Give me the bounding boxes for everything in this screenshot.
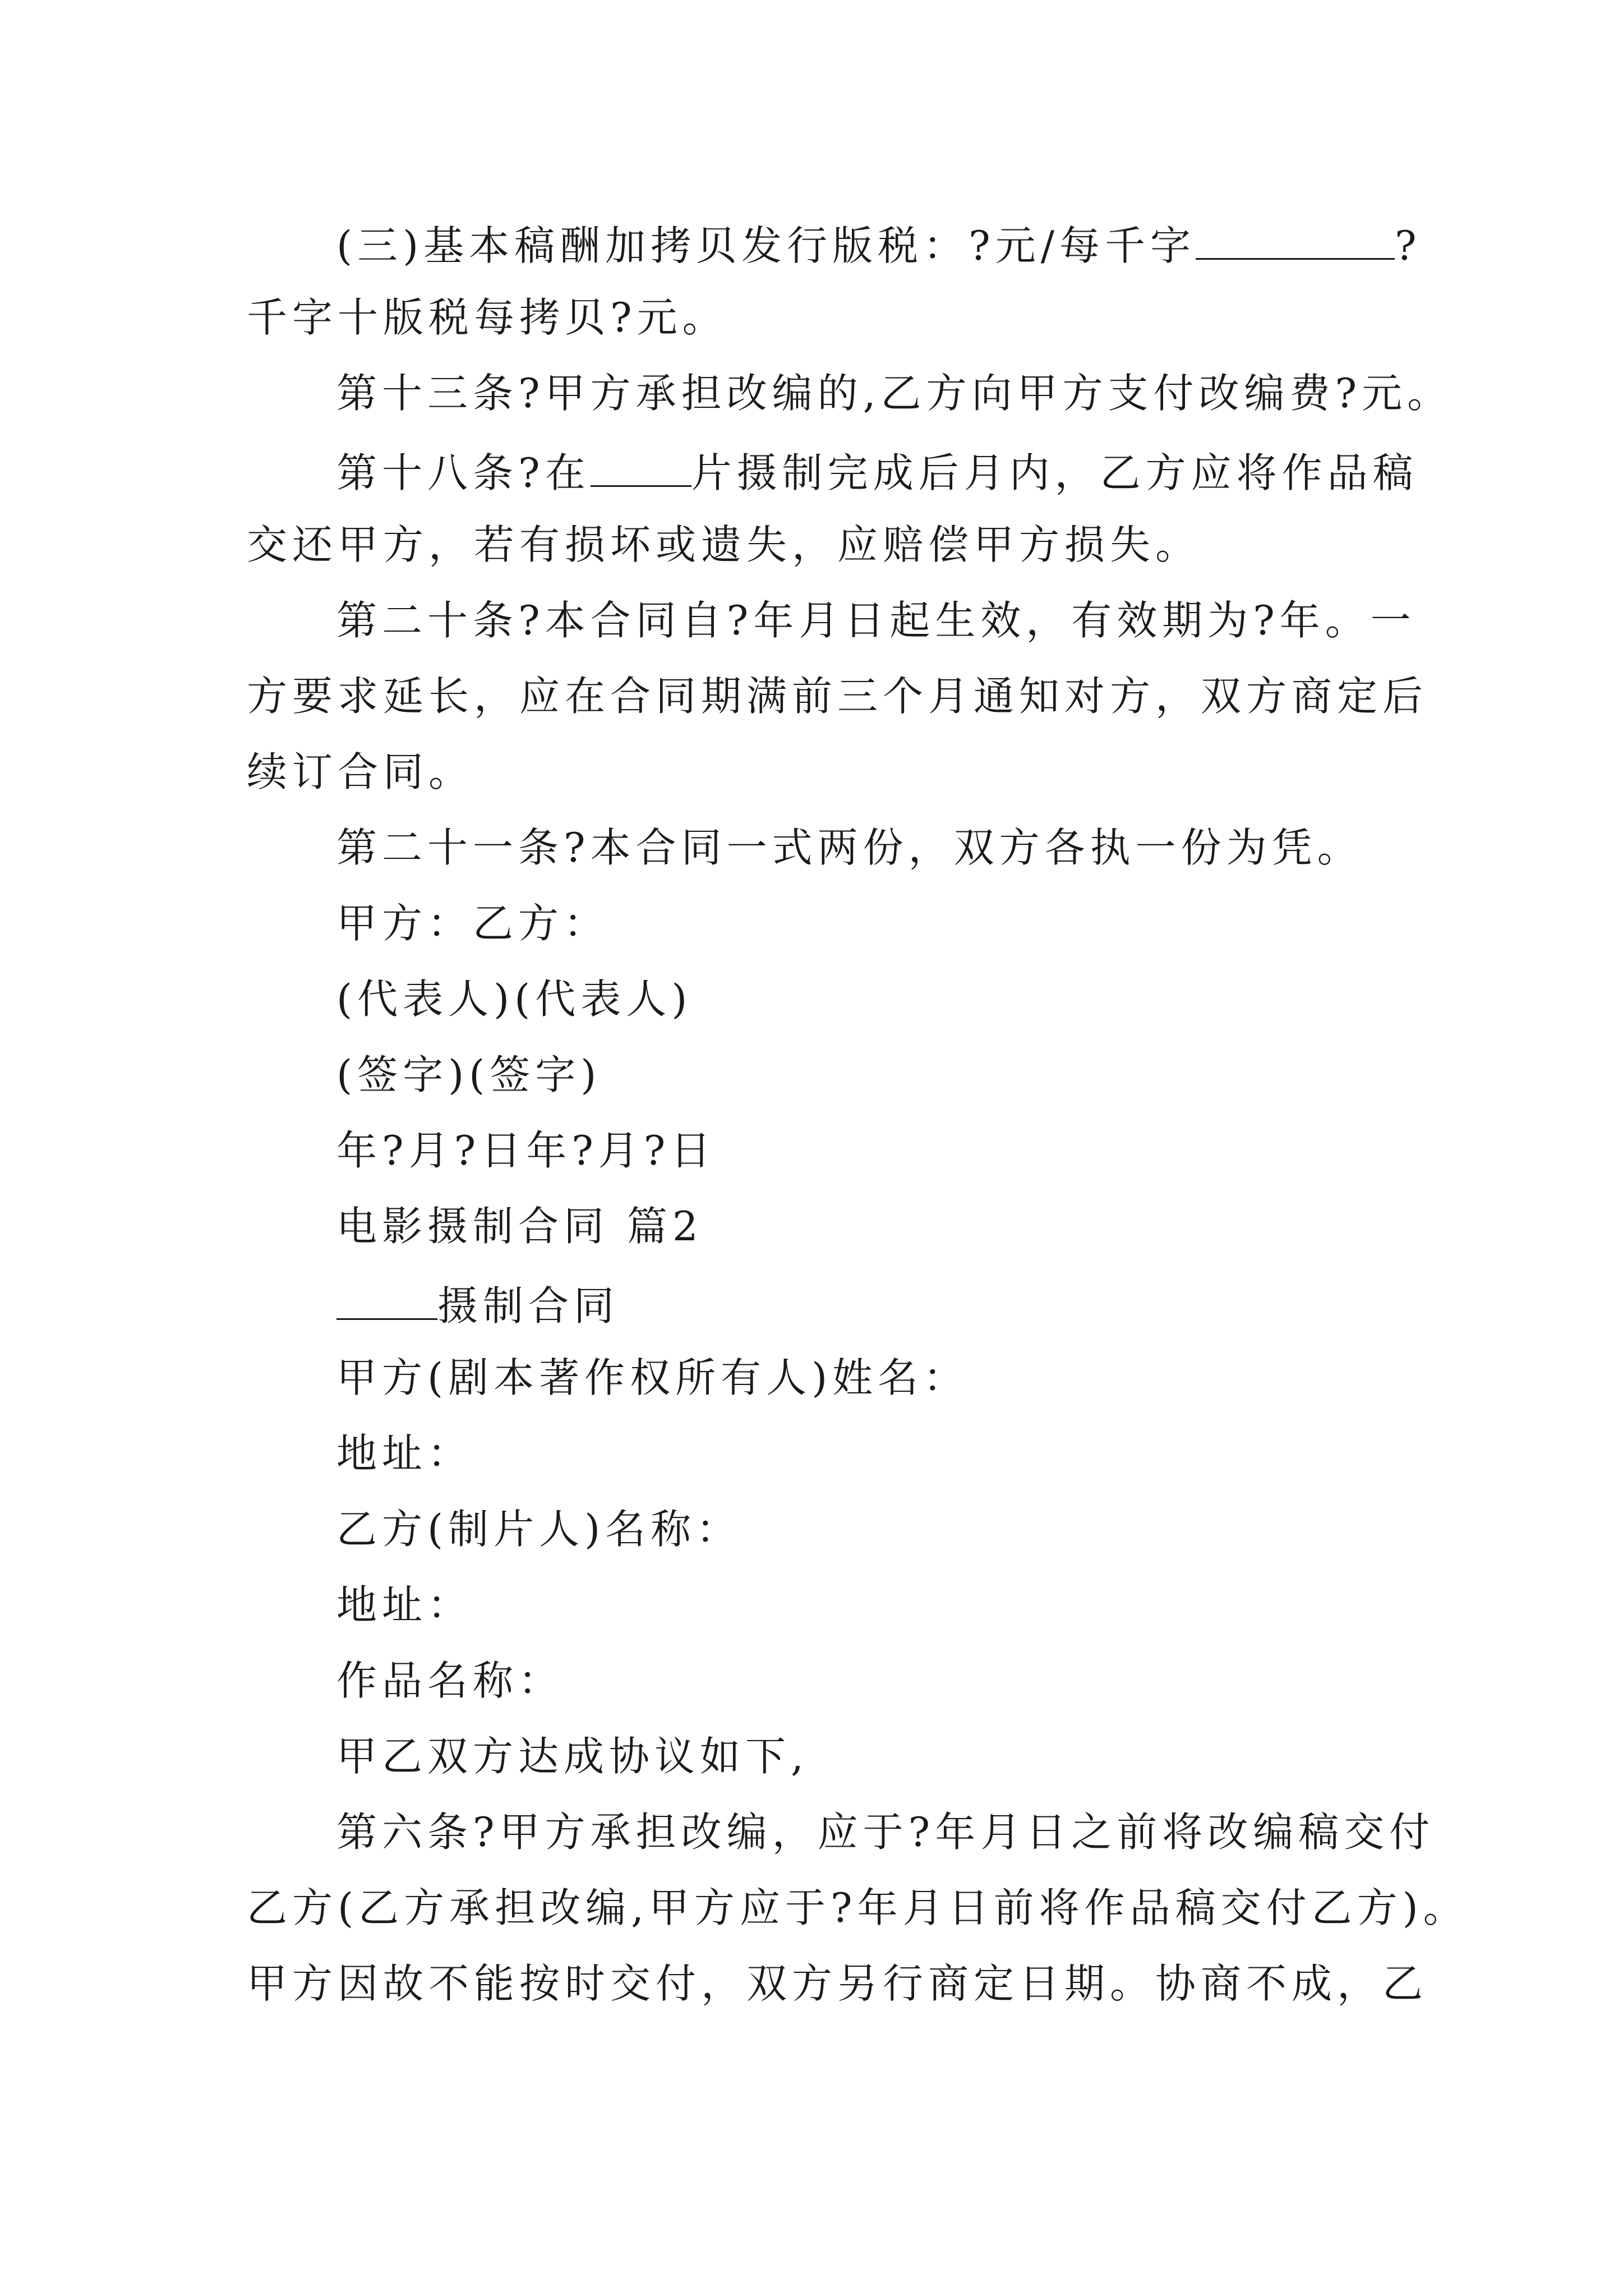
text-segment: ? (1395, 222, 1422, 269)
fill-blank (591, 449, 691, 487)
text-line: 地址： (336, 1581, 473, 1628)
text-line (336, 449, 1418, 496)
text-line: 续订合同。 (247, 748, 474, 795)
text-line: 甲方：乙方： (336, 900, 610, 947)
text-line: (代表人)(代表人) (336, 976, 693, 1023)
text-line: 甲方(剧本著作权所有人)姓名： (336, 1354, 969, 1401)
text-line: 第六条?甲方承担改编，应于?年月日之前将改编稿交付 (336, 1809, 1435, 1856)
text-line: (签字)(签字) (336, 1051, 602, 1098)
text-line: 作品名称： (336, 1657, 564, 1704)
text-line: 地址： (336, 1430, 473, 1477)
text-line: 甲方因故不能按时交付，双方另行商定日期。协商不成，乙 (247, 1960, 1428, 2007)
text-segment: 摄制合同 (437, 1282, 620, 1329)
text-line: 第二十条?本合同自?年月日起生效，有效期为?年。一 (336, 597, 1416, 644)
section-heading: 电影摄制合同 篇2 (336, 1203, 703, 1250)
text-line: 方要求延长，应在合同期满前三个月通知对方，双方商定后 (247, 673, 1428, 720)
fill-blank (1196, 222, 1395, 260)
text-line: 年?月?日年?月?日 (336, 1127, 716, 1174)
text-line (336, 1282, 620, 1329)
text-segment: 第十八条?在 (336, 449, 591, 496)
text-segment: (三)基本稿酬加拷贝发行版税：?元/每千字 (336, 222, 1196, 269)
text-segment: 片摄制完成后月内，乙方应将作品稿 (691, 449, 1418, 496)
text-line (336, 222, 1422, 269)
fill-blank (336, 1282, 437, 1320)
text-line: 第十三条?甲方承担改编的,乙方向甲方支付改编费?元。 (336, 370, 1453, 417)
text-line: 乙方(乙方承担改编,甲方应于?年月日前将作品稿交付乙方)。 (247, 1884, 1469, 1931)
text-line: 乙方(制片人)名称： (336, 1506, 742, 1553)
text-line: 千字十版税每拷贝?元。 (247, 294, 728, 341)
text-line: 第二十一条?本合同一式两份，双方各执一份为凭。 (336, 824, 1363, 871)
text-line: 交还甲方，若有损坏或遗失，应赔偿甲方损失。 (247, 521, 1201, 568)
text-line: 甲乙双方达成协议如下, (336, 1733, 809, 1780)
